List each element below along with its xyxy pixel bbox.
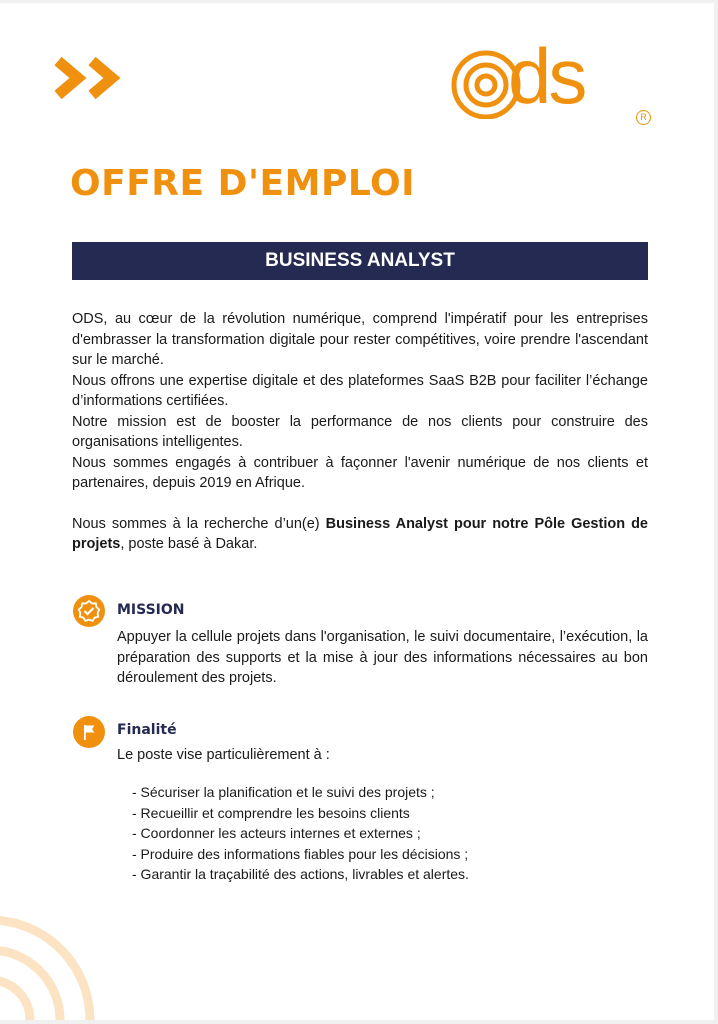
- objectives-list: [132, 782, 469, 885]
- recruitment-paragraph: Nous sommes à la recherche d’un(e) Business Analyst pour notre Pôle Gestion de projets, poste basé à Dakar.: [72, 515, 648, 552]
- intro-paragraph: Notre mission est de booster la performance de nos clients pour construire des organisations intelligentes.: [72, 413, 648, 450]
- ods-logo: [450, 32, 647, 124]
- mission-heading: MISSION: [117, 602, 185, 618]
- intro-paragraph: ODS, au cœur de la révolution numérique, comprend l'impératif pour les entreprises d'embrasser la transformation digitale pour rester compétitives, voire prendre l'ascendant sur le marché.: [72, 311, 648, 368]
- logo-wordmark: ds: [508, 32, 585, 120]
- list-item: - Sécuriser la planification et le suivi des projets ;: [132, 784, 435, 800]
- flag-icon: [73, 716, 105, 748]
- registered-mark: R: [636, 110, 651, 125]
- document-page: [0, 3, 714, 1020]
- badge-check-icon: [73, 595, 105, 627]
- decorative-arcs: [0, 908, 100, 1020]
- list-item: - Recueillir et comprendre les besoins clients: [132, 804, 410, 821]
- mission-text: Appuyer la cellule projets dans l'organisation, le suivi documentaire, l’exécution, la préparation des supports et la mise à jour des informations nécessaires au bon déroulement des projets.: [117, 629, 648, 686]
- finalite-intro: Le poste vise particulièrement à :: [117, 747, 330, 763]
- list-item: - Produire des informations fiables pour les décisions ;: [132, 845, 469, 862]
- intro-paragraph: Nous sommes engagés à contribuer à façonner l'avenir numérique de nos clients et partenaires, depuis 2019 en Afrique.: [72, 454, 648, 491]
- intro-paragraph: Nous offrons une expertise digitale et des plateformes SaaS B2B pour faciliter l’échange d’informations certifiées.: [72, 372, 648, 409]
- finalite-heading: Finalité: [117, 722, 177, 738]
- position-highlight: Business Analyst pour notre Pôle Gestion de projets: [72, 515, 648, 552]
- page-title: OFFRE D'EMPLOI: [70, 163, 415, 204]
- double-chevron-icon: [52, 57, 136, 99]
- job-title-banner: BUSINESS ANALYST: [72, 242, 648, 280]
- list-item: - Garantir la traçabilité des actions, livrables et alertes.: [132, 866, 469, 882]
- list-item: - Coordonner les acteurs internes et externes ;: [132, 825, 421, 841]
- intro-section: [72, 309, 648, 555]
